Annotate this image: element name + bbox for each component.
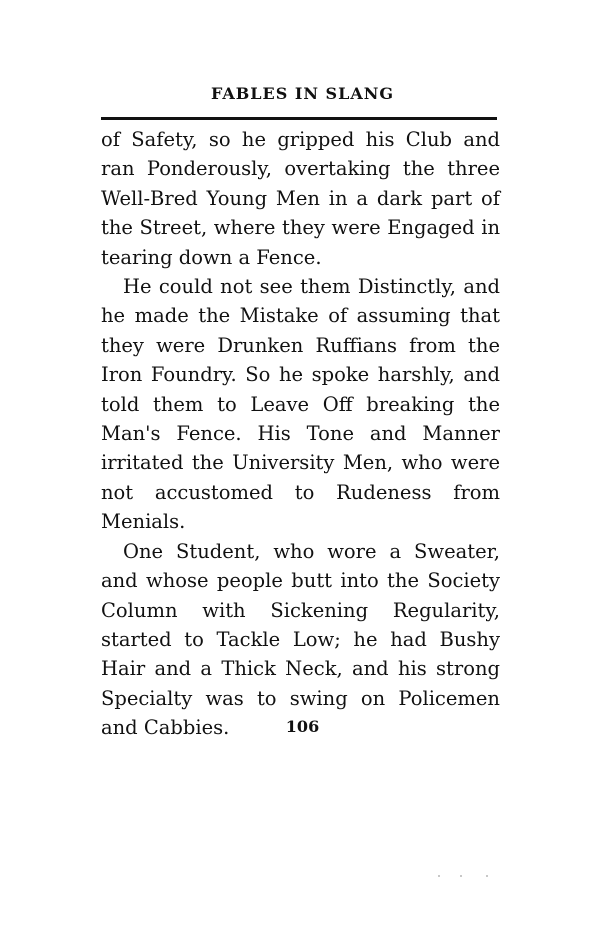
- running-header: FABLES IN SLANG: [210, 84, 395, 103]
- paragraph: He could not see them Distinctly, and he made the Mistake of assuming that they were Drunken Ruffians from the Iron Foundry. So he spoke harshly, and told them to Leave Off breaking the Man's Fence. His Tone and Manner irritated the University Men, who were not accustomed to Rudeness from Menials.: [101, 275, 500, 534]
- page-body: [101, 125, 500, 743]
- page-number: 106: [285, 717, 320, 736]
- header-rule: [101, 117, 497, 120]
- paragraph-continued: of Safety, so he gripped his Club and ran Ponderously, overtaking the three Well-Bred Young Men in a dark part of the Street, where they were Engaged in tearing down a Fence.: [101, 128, 500, 269]
- paragraph: One Student, who wore a Sweater, and whose people butt into the Society Column with Sickening Regularity, started to Tackle Low; he had Bushy Hair and a Thick Neck, and his strong Specialty was to swing on Policemen and Cabbies.: [101, 539, 500, 740]
- scan-specks: [438, 872, 498, 880]
